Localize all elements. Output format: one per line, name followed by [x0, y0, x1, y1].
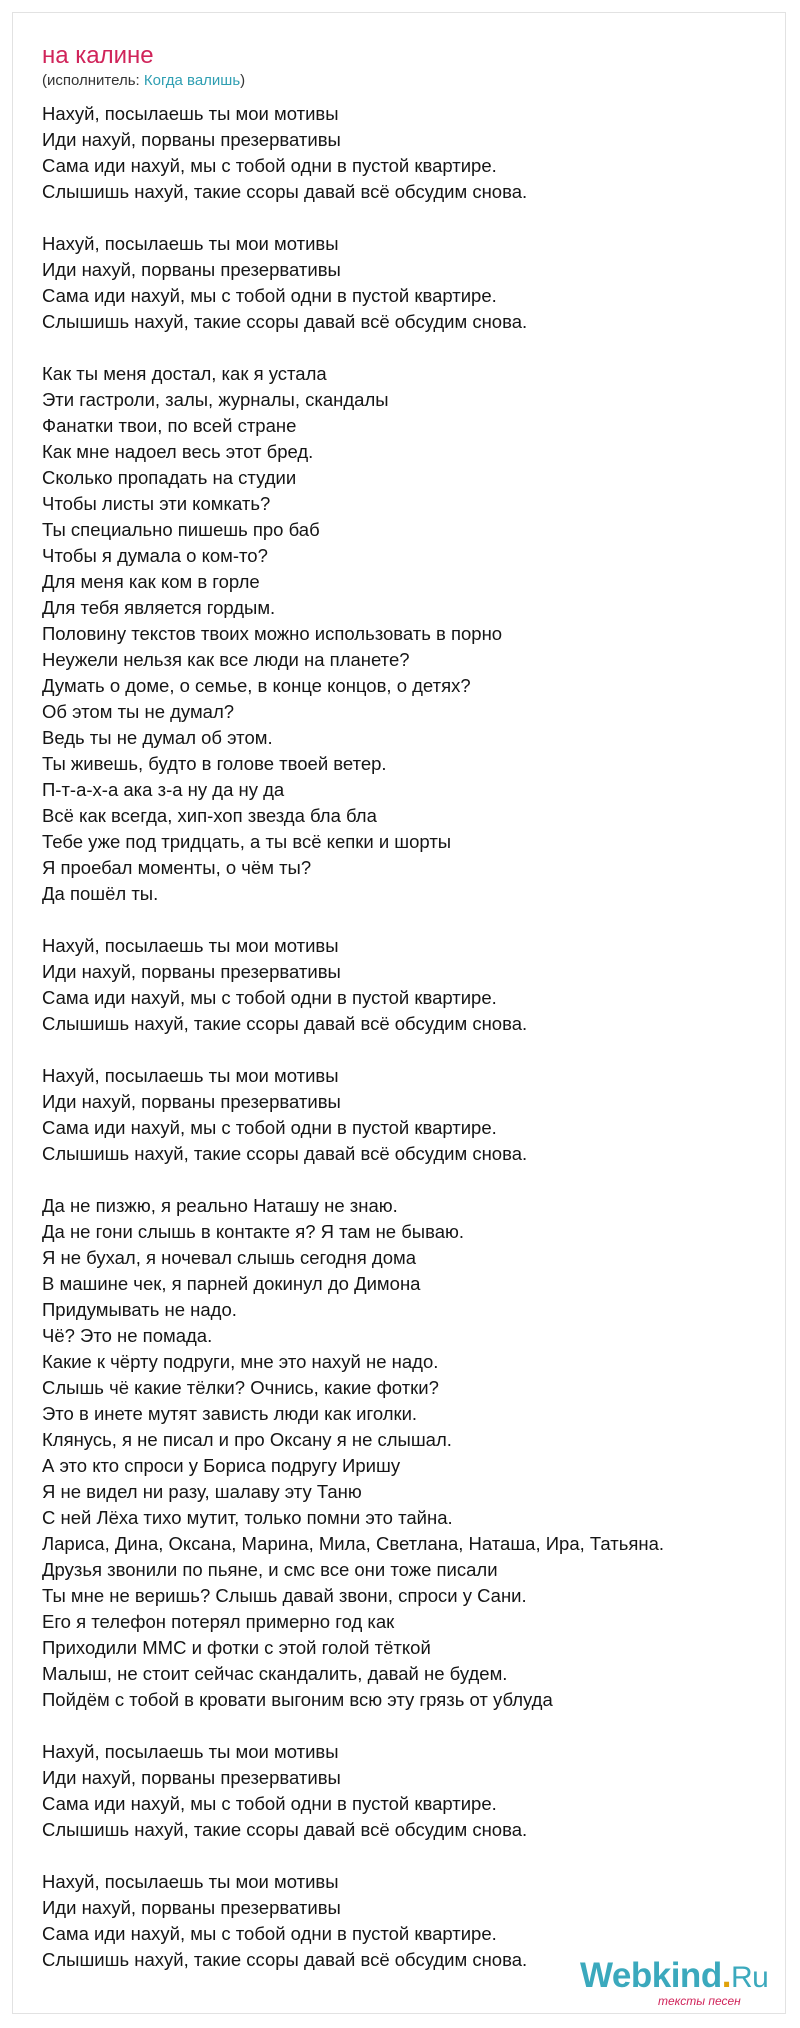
lyrics-line: Нахуй, посылаешь ты мои мотивы	[42, 935, 339, 956]
lyrics-stanza	[42, 933, 762, 1037]
lyrics-line: Нахуй, посылаешь ты мои мотивы	[42, 1065, 339, 1086]
lyrics-line: Нахуй, посылаешь ты мои мотивы	[42, 1871, 339, 1892]
site-watermark	[580, 1957, 780, 2007]
lyrics-stanza	[42, 1193, 762, 1713]
lyrics-line: Слышишь нахуй, такие ссоры давай всё обсудим снова.	[42, 181, 528, 202]
lyrics-line: Да не гони слышь в контакте я? Я там не бываю.	[42, 1221, 465, 1242]
lyrics-line: Иди нахуй, порваны презервативы	[42, 1897, 341, 1918]
lyrics-line: В машине чек, я парней докинул до Димона	[42, 1273, 421, 1294]
lyrics-line: Это в инете мутят зависть люди как иголки.	[42, 1403, 418, 1424]
lyrics-line: Чтобы я думала о ком-то?	[42, 545, 268, 566]
lyrics-line: Сама иди нахуй, мы с тобой одни в пустой квартире.	[42, 1117, 497, 1138]
lyrics-stanza	[42, 1739, 762, 1843]
lyrics-line: Думать о доме, о семье, в конце концов, о детях?	[42, 675, 471, 696]
logo-tld: Ru	[730, 1961, 769, 1994]
site-logo[interactable]	[580, 1957, 768, 1997]
artist-prefix: (исполнитель:	[42, 72, 144, 89]
lyrics-line: Сама иди нахуй, мы с тобой одни в пустой квартире.	[42, 285, 497, 306]
lyrics-line: Как ты меня достал, как я устала	[42, 363, 327, 384]
lyrics-line: Ты мне не веришь? Слышь давай звони, спроси у Сани.	[42, 1585, 527, 1606]
lyrics-line: Фанатки твои, по всей стране	[42, 415, 297, 436]
lyrics-line: Иди нахуй, порваны презервативы	[42, 259, 341, 280]
lyrics-line: Иди нахуй, порваны презервативы	[42, 1091, 341, 1112]
lyrics-line: Слышишь нахуй, такие ссоры давай всё обсудим снова.	[42, 1949, 528, 1970]
lyrics-line: Приходили ММС и фотки с этой голой тёткой	[42, 1637, 431, 1658]
lyrics-line: Придумывать не надо.	[42, 1299, 237, 1320]
lyrics-line: Эти гастроли, залы, журналы, скандалы	[42, 389, 389, 410]
lyrics-line: Чтобы листы эти комкать?	[42, 493, 271, 514]
lyrics-line: Нахуй, посылаешь ты мои мотивы	[42, 103, 339, 124]
song-title: на калине	[42, 42, 154, 69]
lyrics-line: Друзья звонили по пьяне, и смс все они тоже писали	[42, 1559, 498, 1580]
lyrics-line: П-т-а-х-а ака з-а ну да ну да	[42, 779, 285, 800]
lyrics-line: Как мне надоел весь этот бред.	[42, 441, 314, 462]
lyrics-stanza	[42, 231, 762, 335]
lyrics-line: Для меня как ком в горле	[42, 571, 260, 592]
lyrics-line: Нахуй, посылаешь ты мои мотивы	[42, 233, 339, 254]
lyrics-line: Иди нахуй, порваны презервативы	[42, 961, 341, 982]
lyrics-line: Сама иди нахуй, мы с тобой одни в пустой квартире.	[42, 987, 497, 1008]
lyrics-line: Сама иди нахуй, мы с тобой одни в пустой квартире.	[42, 155, 497, 176]
lyrics-line: Какие к чёрту подруги, мне это нахуй не надо.	[42, 1351, 439, 1372]
lyrics-line: Ты специально пишешь про баб	[42, 519, 320, 540]
lyrics-line: Его я телефон потерял примерно год как	[42, 1611, 395, 1632]
lyrics-line: Да не пизжю, я реально Наташу не знаю.	[42, 1195, 398, 1216]
lyrics-line: Слышишь нахуй, такие ссоры давай всё обсудим снова.	[42, 311, 528, 332]
lyrics-line: Ведь ты не думал об этом.	[42, 727, 273, 748]
lyrics-line: Малыш, не стоит сейчас скандалить, давай не будем.	[42, 1663, 508, 1684]
logo-dot: .	[721, 1956, 731, 1995]
lyrics-line: Пойдём с тобой в кровати выгоним всю эту грязь от ублуда	[42, 1689, 553, 1710]
lyrics-line: Иди нахуй, порваны презервативы	[42, 129, 341, 150]
lyrics-line: С ней Лёха тихо мутит, только помни это тайна.	[42, 1507, 453, 1528]
lyrics-line: Клянусь, я не писал и про Оксану я не слышал.	[42, 1429, 452, 1450]
lyrics-line: Тебе уже под тридцать, а ты всё кепки и шорты	[42, 831, 452, 852]
lyrics-line: Сама иди нахуй, мы с тобой одни в пустой квартире.	[42, 1793, 497, 1814]
lyrics-line: Я не бухал, я ночевал слышь сегодня дома	[42, 1247, 417, 1268]
lyrics-stanza	[42, 361, 762, 907]
lyrics-line: Лариса, Дина, Оксана, Марина, Мила, Светлана, Наташа, Ира, Татьяна.	[42, 1533, 665, 1554]
lyrics-line: Слышишь нахуй, такие ссоры давай всё обсудим снова.	[42, 1013, 528, 1034]
logo-tagline: тексты песен	[658, 1994, 741, 2008]
lyrics-body	[42, 101, 762, 1999]
lyrics-line: Иди нахуй, порваны презервативы	[42, 1767, 341, 1788]
logo-main: Webkind	[580, 1956, 722, 1995]
lyrics-line: Я проебал моменты, о чём ты?	[42, 857, 312, 878]
lyrics-line: А это кто спроси у Бориса подругу Иришу	[42, 1455, 401, 1476]
lyrics-line: Неужели нельзя как все люди на планете?	[42, 649, 410, 670]
lyrics-stanza	[42, 1063, 762, 1167]
lyrics-line: Нахуй, посылаешь ты мои мотивы	[42, 1741, 339, 1762]
lyrics-line: Сама иди нахуй, мы с тобой одни в пустой квартире.	[42, 1923, 497, 1944]
lyrics-line: Половину текстов твоих можно использовать в порно	[42, 623, 503, 644]
lyrics-line: Для тебя является гордым.	[42, 597, 276, 618]
artist-line	[42, 72, 245, 90]
lyrics-line: Чё? Это не помада.	[42, 1325, 213, 1346]
lyrics-line: Ты живешь, будто в голове твоей ветер.	[42, 753, 387, 774]
lyrics-line: Слышишь нахуй, такие ссоры давай всё обсудим снова.	[42, 1143, 528, 1164]
lyrics-line: Слышишь нахуй, такие ссоры давай всё обсудим снова.	[42, 1819, 528, 1840]
lyrics-stanza	[42, 101, 762, 205]
lyrics-line: Я не видел ни разу, шалаву эту Таню	[42, 1481, 362, 1502]
lyrics-line: Слышь чё какие тёлки? Очнись, какие фотки?	[42, 1377, 439, 1398]
lyrics-line: Сколько пропадать на студии	[42, 467, 297, 488]
lyrics-line: Всё как всегда, хип-хоп звезда бла бла	[42, 805, 377, 826]
lyrics-line: Да пошёл ты.	[42, 883, 159, 904]
artist-link[interactable]: Когда валишь	[143, 72, 241, 89]
lyrics-line: Об этом ты не думал?	[42, 701, 235, 722]
artist-suffix: )	[240, 72, 246, 89]
